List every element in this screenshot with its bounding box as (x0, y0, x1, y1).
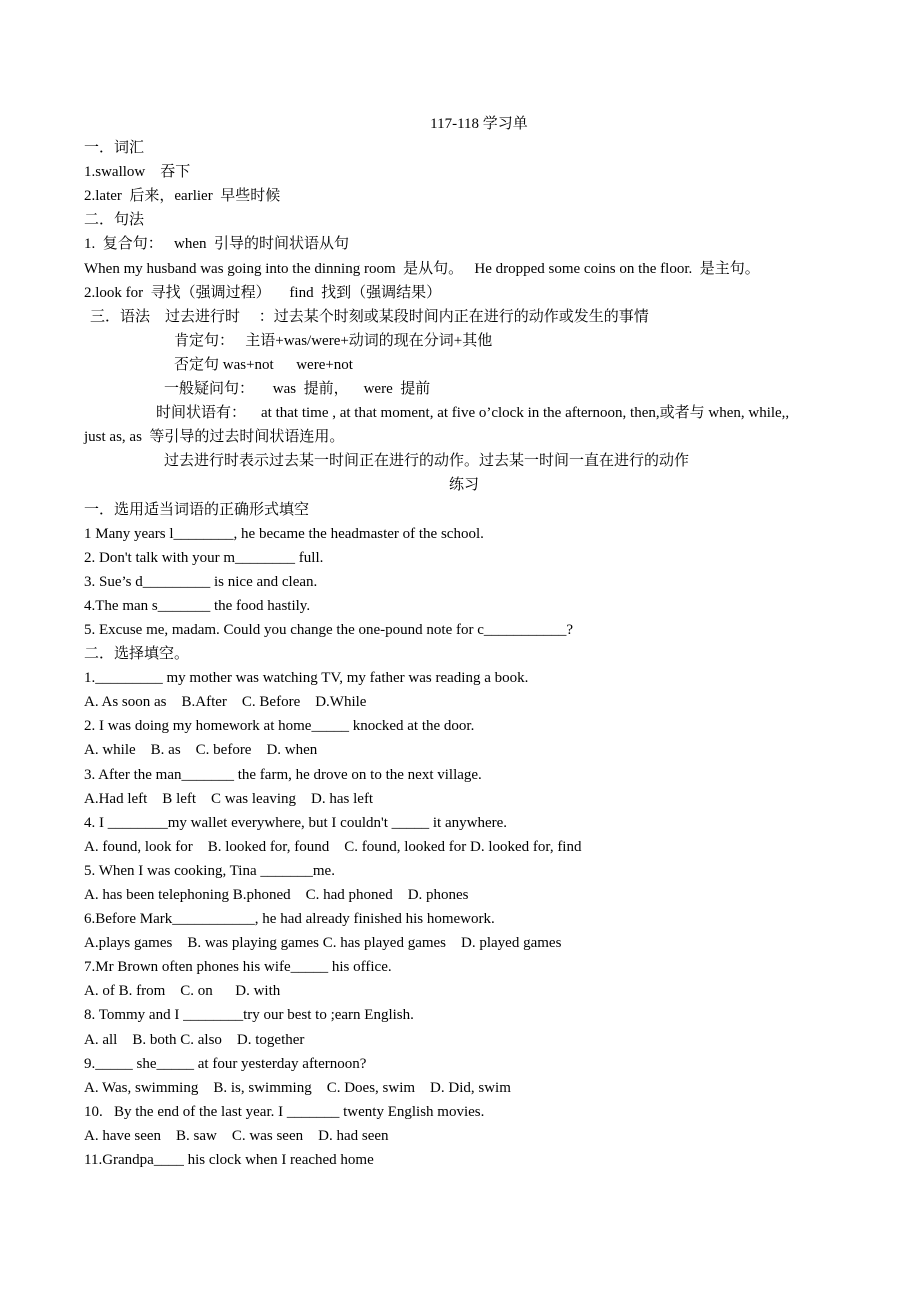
mc-question: 4. I ________my wallet everywhere, but I couldn't _____ it anywhere. (84, 814, 508, 831)
section-heading-vocab: 一．词汇 (84, 140, 145, 157)
mc-question: 3. After the man_______ the farm, he drove on to the next village. (84, 766, 482, 783)
syntax-item: When my husband was going into the dinning room 是从句。 He dropped some coins on the floor. 是主句。 (84, 260, 760, 277)
mc-options: A. of B. from C. on D. with (84, 983, 281, 1000)
syntax-item: 1. 复合句： when 引导的时间状语从句 (84, 236, 349, 253)
fill-blank-item: 1 Many years l________, he became the headmaster of the school. (84, 525, 484, 542)
mc-question: 1._________ my mother was watching TV, my father was reading a book. (84, 670, 529, 687)
mc-options: A. has been telephoning B.phoned C. had phoned D. phones (84, 887, 469, 903)
mc-question: 6.Before Mark___________, he had already finished his homework. (84, 911, 495, 928)
grammar-time-adverbials: 时间状语有： at that time , at that moment, at five o’clock in the afternoon, then,或者与 when, while,, (156, 405, 790, 422)
mc-options: A.plays games B. was playing games C. has played games D. played games (84, 935, 562, 952)
grammar-question: 一般疑问句： was 提前， were 提前 (164, 381, 431, 398)
mc-question: 9._____ she_____ at four yesterday afternoon? (84, 1055, 367, 1072)
fill-blank-item: 3. Sue’s d_________ is nice and clean. (84, 573, 318, 590)
fill-blank-item: 4.The man s_______ the food hastily. (84, 597, 311, 614)
mc-options: A. found, look for B. looked for, found C. found, looked for D. looked for, find (84, 838, 582, 855)
mc-question: 8. Tommy and I ________try our best to ;earn English. (84, 1007, 414, 1024)
document-title: 117-118 学习单 (430, 116, 528, 132)
grammar-negative: 否定句 was+not were+not (174, 356, 353, 373)
mc-options: A. while B. as C. before D. when (84, 742, 318, 759)
part2-heading: 二．选择填空。 (84, 646, 190, 663)
mc-options: A. have seen B. saw C. was seen D. had seen (84, 1127, 389, 1144)
grammar-summary: 过去进行时表示过去某一时间正在进行的动作。过去某一时间一直在进行的动作 (164, 453, 690, 470)
worksheet-page (84, 112, 844, 1172)
vocab-item: 1.swallow 吞下 (84, 164, 191, 181)
mc-options: A.Had left B left C was leaving D. has left (84, 790, 374, 807)
mc-options: A. Was, swimming B. is, swimming C. Does, swim D. Did, swim (84, 1079, 511, 1096)
mc-question: 11.Grandpa____ his clock when I reached home (84, 1152, 374, 1169)
grammar-time-adverbials-cont: just as, as 等引导的过去时间状语连用。 (84, 429, 345, 446)
fill-blank-item: 5. Excuse me, madam. Could you change the one-pound note for c___________? (84, 621, 574, 638)
section-heading-grammar: 三．语法 过去进行时 ：过去某个时刻或某段时间内正在进行的动作或发生的事情 (90, 308, 649, 325)
syntax-item: 2.look for 寻找（强调过程） find 找到（强调结果） (84, 284, 442, 301)
mc-question: 7.Mr Brown often phones his wife_____ his office. (84, 959, 392, 976)
section-heading-syntax: 二．句法 (84, 212, 145, 229)
practice-heading: 练习 (448, 477, 479, 494)
mc-question: 10. By the end of the last year. I _______ twenty English movies. (84, 1103, 485, 1120)
mc-question: 5. When I was cooking, Tina _______me. (84, 862, 335, 879)
mc-options: A. all B. both C. also D. together (84, 1031, 305, 1048)
part1-heading: 一．选用适当词语的正确形式填空 (84, 501, 310, 518)
grammar-affirmative: 肯定句： 主语+was/were+动词的现在分词+其他 (174, 332, 493, 349)
mc-question: 2. I was doing my homework at home_____ knocked at the door. (84, 718, 475, 735)
mc-options: A. As soon as B.After C. Before D.While (84, 694, 367, 711)
fill-blank-item: 2. Don't talk with your m________ full. (84, 549, 324, 566)
vocab-item: 2.later 后来，earlier 早些时候 (84, 188, 281, 205)
